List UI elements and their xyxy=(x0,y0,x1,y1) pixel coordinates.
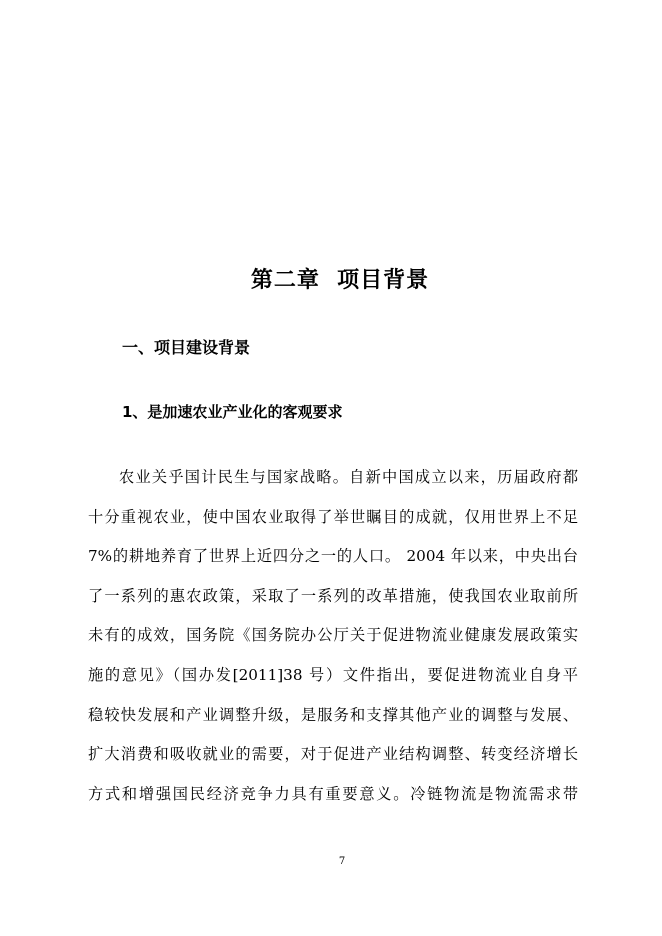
body-paragraph xyxy=(88,462,578,818)
paragraph-line: 扩大消费和吸收就业的需要，对于促进产业结构调整、转变经济增长 xyxy=(88,745,578,764)
paragraph-line: 十分重视农业，使中国农业取得了举世瞩目的成就，仅用世界上不足 xyxy=(88,507,578,526)
chapter-title: 第二章 项目背景 xyxy=(250,268,430,293)
page-number: 7 xyxy=(338,856,346,867)
paragraph-line: 方式和增强国民经济竞争力具有重要意义。冷链物流是物流需求带 xyxy=(88,784,578,803)
paragraph-line: 了一系列的惠农政策，采取了一系列的改革措施，使我国农业取前所 xyxy=(88,586,578,605)
paragraph-line: 稳较快发展和产业调整升级，是服务和支撑其他产业的调整与发展、 xyxy=(88,705,578,724)
paragraph-line: 未有的成效，国务院《国务院办公厅关于促进物流业健康发展政策实 xyxy=(88,626,578,645)
section-heading: 一、项目建设背景 xyxy=(122,338,251,357)
paragraph-line: 7%的耕地养育了世界上近四分之一的人口。 2004 年以来，中央出台 xyxy=(88,547,578,566)
paragraph-line: 农业关乎国计民生与国家战略。自新中国成立以来，历届政府都 xyxy=(119,468,578,486)
paragraph-line: 施的意见》（国办发[2011]38 号）文件指出，要促进物流业自身平 xyxy=(88,665,578,684)
subsection-heading: 1、是加速农业产业化的客观要求 xyxy=(122,403,343,421)
